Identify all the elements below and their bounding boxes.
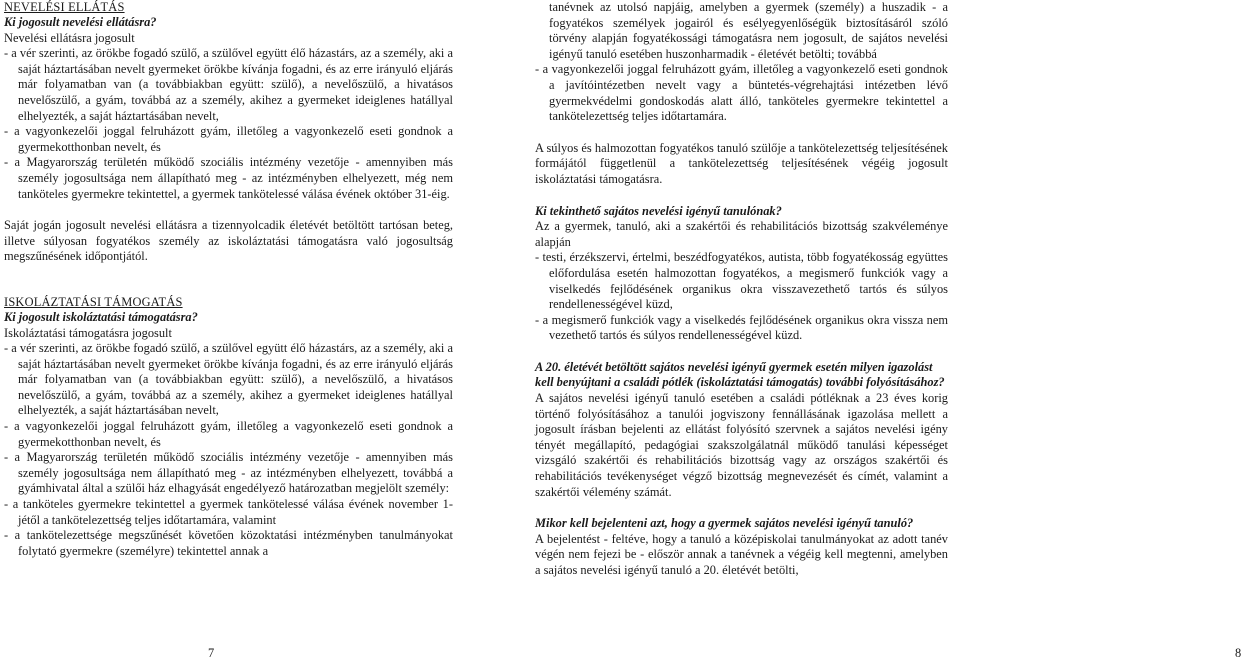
continuation-text: tanévnek az utolsó napjáig, amelyben a gyermek (személy) a huszadik - a fogyatékos személyek jogairól és esélyegyenlőségük biztosításáról szóló törvény alapján fogyatékossági támogatásra nem jogosult, de sajátos nevelési igényű tanuló esetében huszonharmadik - életévét betölti; továbbá [549,0,948,61]
question-special-needs: Ki tekinthető sajátos nevelési igényű tanulónak? [535,203,782,218]
question-reporting: Mikor kell bejelenteni azt, hogy a gyermek sajátos nevelési igényű tanuló? [535,516,914,531]
list-item: - a vér szerinti, az örökbe fogadó szülő, a szülővel együtt élő házastárs, az a személy, aki a saját háztartásában nevelt gyermeket örökbe kívánja fogadni, és az erre irányuló eljárás már folyamatban van (a továbbiakban együtt: szülő), a nevelőszülő, a hivatásos nevelőszülő, a gyám, továbbá az a személy, akihez a gyermeket ideiglenes hatállyal elhelyezték, a saját háztartásában nevelt, [4,341,453,418]
left-page [0,0,470,661]
intro-nevelesi: Nevelési ellátásra jogosult [4,30,135,45]
list-item: - a Magyarország területén működő szociális intézmény vezetője - amennyiben más személy jogosultsága nem állapítható meg - az intézményben elhelyezett, még nem tanköteles gyermekre tekintettel, a gyermek tankötelessé válása évének október 31-éig. [4,155,453,201]
question-iskolaztatasi: Ki jogosult iskoláztatási támogatásra? [4,309,198,324]
section-title-nevelesi: NEVELÉSI ELLÁTÁS [4,0,125,14]
intro-iskolaztatasi: Iskoláztatási támogatásra jogosult [4,325,172,340]
list-item: - a vagyonkezelői joggal felruházott gyám, illetőleg a vagyonkezelő eseti gondnok a gyermekotthonban nevelt, és [4,419,453,449]
list-item: - a megismerő funkciók vagy a viselkedés fejlődésének organikus okra vissza nem vezethető tartós és súlyos rendellenességével küzd. [535,312,948,343]
intro-special-needs: Az a gyermek, tanuló, aki a szakértői és rehabilitációs bizottság szakvéleménye alapján [535,219,948,249]
page-number: 7 [208,646,215,660]
question-age-20: A 20. életévét betöltött sajátos nevelési igényű gyermek esetén milyen igazolást kell benyújtani a családi pótlék (iskoláztatási támogatás) további folyósításához? [535,359,945,390]
list-item: - a vér szerinti, az örökbe fogadó szülő, a szülővel együtt élő házastárs, az a személy, aki a saját háztartásában nevelt gyermeket örökbe kívánja fogadni, és az erre irányuló eljárás már folyamatban van (a továbbiakban együtt: szülő), a nevelőszülő, a hivatásos nevelőszülő, a gyám, továbbá az a személy, akihez a gyermeket ideiglenes hatállyal elhelyezték, a saját háztartásában nevelt, [4,46,453,123]
list-item: - a vagyonkezelői joggal felruházott gyám, illetőleg a vagyonkezelő eseti gondnok a gyermekotthonban nevelt, és [4,124,453,154]
list-item: - testi, érzékszervi, értelmi, beszédfogyatékos, autista, több fogyatékosság együttes előfordulása esetén halmozottan fogyatékos, a megismerő funkciók vagy a viselkedés fejlődésének organikus okra visszavezethető tartós és súlyos rendellenességével küzd, [535,250,948,312]
right-page [490,0,1241,661]
list-item: - a vagyonkezelői joggal felruházott gyám, illetőleg a vagyonkezelő eseti gondnok a javítóintézetben nevelt vagy a büntetés-végrehajtási intézetben lévő gyermekvédelmi gondoskodás alatt álló, tanköteles gyermekre tekintettel a tankötelezettség teljes időtartamára. [535,62,948,124]
paragraph-reporting: A bejelentést - feltéve, hogy a tanuló a középiskolai tanulmányokat az adott tanév végén nem fejezi be - először annak a tanévnek a végéig kell megtenni, amelyben a sajátos nevelési igényű tanuló a 20. életévét betölti, [535,531,948,577]
list-item: - a Magyarország területén működő szociális intézmény vezetője - amennyiben más személy jogosultsága nem állapítható meg - az intézményben elhelyezett, továbbá a gyámhivatal által a szülői ház elhagyását engedélyező határozatban megjelölt személy: [4,450,453,496]
list-item: - a tankötelezettsége megszűnését követően közoktatási intézményben tanulmányokat folytató gyermekre (személyre) tekintettel annak a [4,528,453,558]
left-column [4,0,453,559]
list-item: - a tanköteles gyermekre tekintettel a gyermek tankötelessé válása évének november 1-jétől a tankötelezettség teljes időtartamára, valamint [4,497,453,527]
paragraph-severe-disability: A súlyos és halmozottan fogyatékos tanuló szülője a tankötelezettség teljesítésének formájától függetlenül a tankötelezettség teljesítésének végéig jogosult iskoláztatási támogatásra. [535,140,948,186]
paragraph-age-20: A sajátos nevelési igényű tanuló esetében a családi pótléknak a 23 éves korig történő folyósításához a tanulói jogviszony fennállásának igazolása mellett a jogosult írásban bejelenti az ellátást folyósító szervnek a sajátos nevelési igény tényét megállapító, pedagógiai szakszolgálatnál működő tanulási képességet vizsgáló szakértői és rehabilitációs bizottság vagy az országos szakértői és rehabilitációs tevékenységet végző bizottság megnevezését és címét, valamint a szakértői vélemény számát. [535,391,948,499]
page-number: 8 [1235,646,1241,660]
right-column [535,0,948,579]
section-title-iskolaztatasi: ISKOLÁZTATÁSI TÁMOGATÁS [4,294,183,309]
paragraph-own-right: Saját jogán jogosult nevelési ellátásra a tizennyolcadik életévét betöltött tartósan beteg, illetve súlyosan fogyatékos személy az iskoláztatási támogatásra való jogosultság megszűnésének időpontjától. [4,218,453,264]
question-nevelesi: Ki jogosult nevelési ellátásra? [4,15,157,29]
